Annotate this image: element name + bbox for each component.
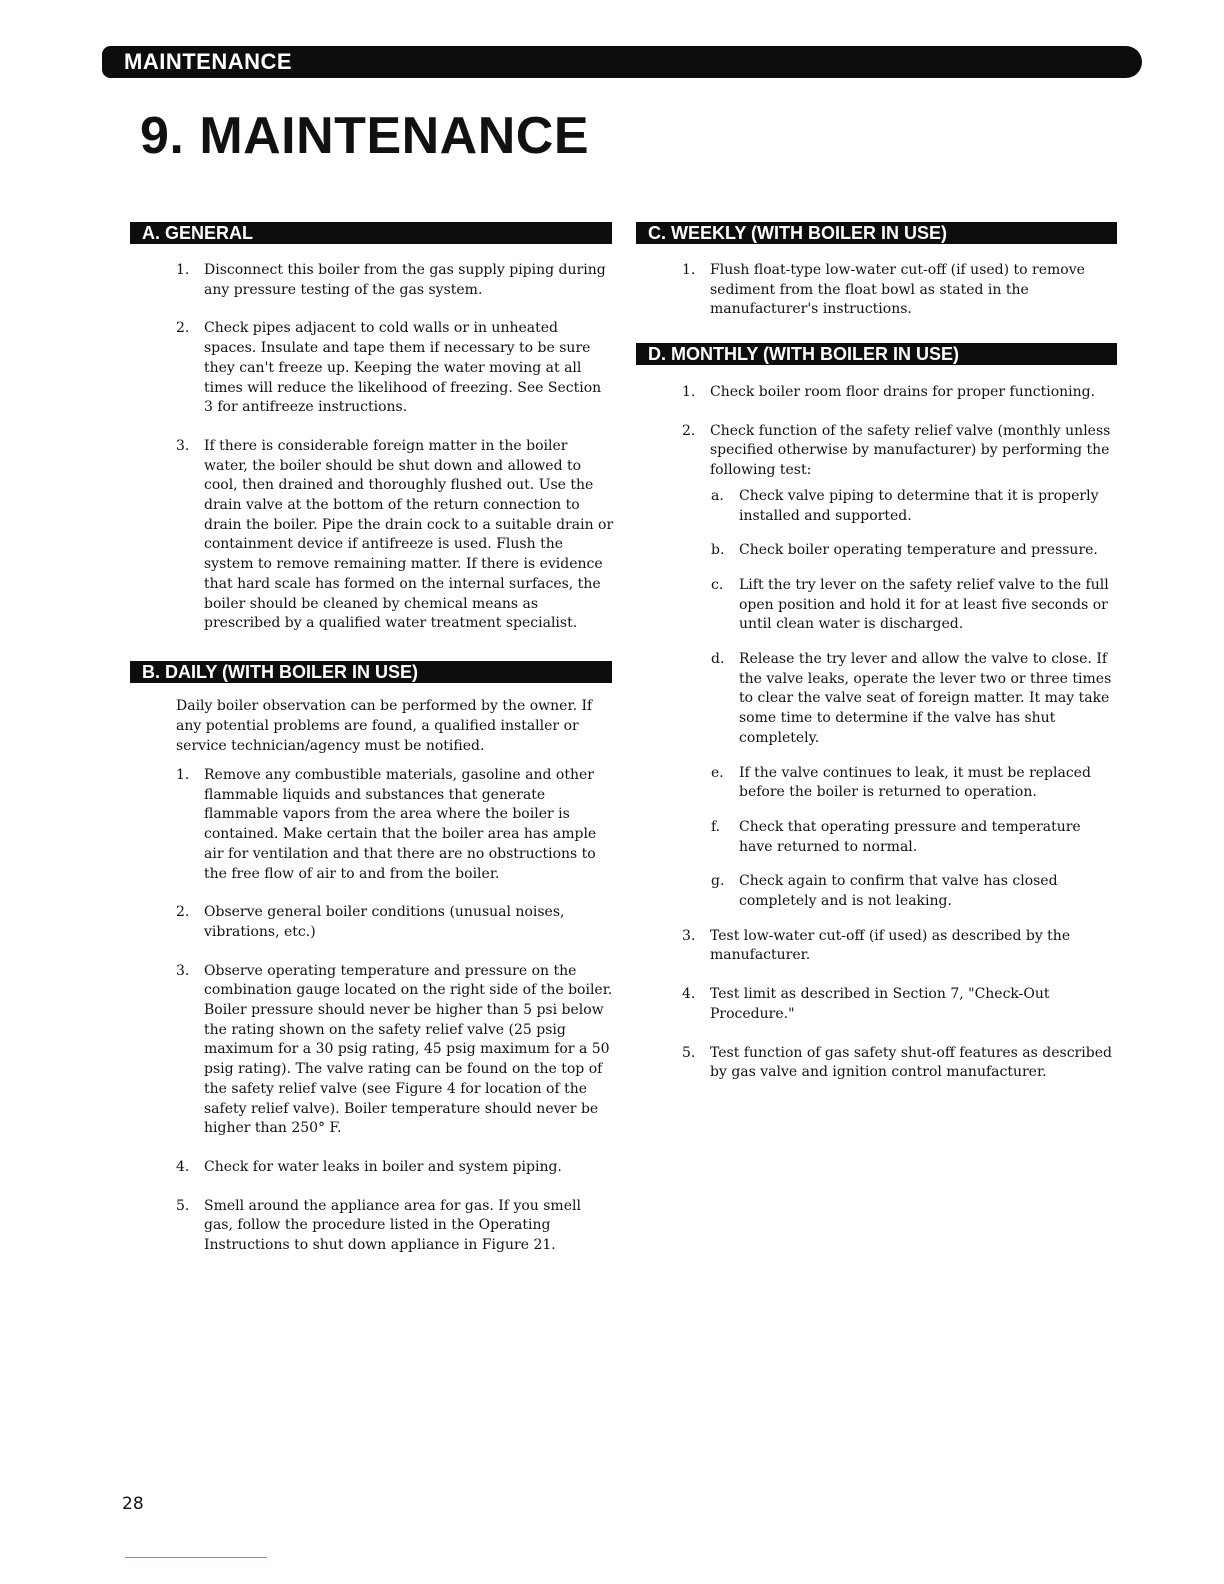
sub-item-text: Check boiler operating temperature and pressure. bbox=[739, 542, 1098, 559]
item-number: 2. bbox=[176, 320, 190, 337]
item-number: 1. bbox=[176, 262, 190, 278]
sub-item-text: Check valve piping to determine that it is properly installed and supported. bbox=[739, 487, 1099, 524]
item-text: Check function of the safety relief valve (monthly unless specified otherwise by manufacturer) by performing the following test: bbox=[710, 422, 1111, 479]
item-number: 5. bbox=[682, 1044, 696, 1061]
list-item bbox=[176, 962, 614, 1139]
item-text: Flush float-type low-water cut-off (if used) to remove sediment from the float bowl as stated in the manufacturer's instructions. bbox=[710, 262, 1085, 318]
page-number: 28 bbox=[122, 1494, 144, 1514]
list-item bbox=[682, 985, 1116, 1024]
sub-item-letter: a. bbox=[711, 487, 724, 504]
item-text: Test function of gas safety shut-off features as described by gas valve and ignition control manufacturer. bbox=[710, 1044, 1112, 1081]
item-number: 3. bbox=[176, 962, 190, 979]
item-number: 3. bbox=[176, 437, 190, 454]
section-b-list bbox=[176, 766, 614, 1256]
section-d-list bbox=[682, 383, 1116, 1083]
sub-item-letter: f. bbox=[711, 818, 721, 835]
section-d-heading bbox=[636, 343, 1117, 365]
list-item bbox=[682, 927, 1116, 966]
item-text: Check boiler room floor drains for proper functioning. bbox=[710, 384, 1096, 400]
item-text: Observe general boiler conditions (unusual noises, vibrations, etc.) bbox=[204, 904, 565, 940]
sub-item-text: If the valve continues to leak, it must be replaced before the boiler is returned to operation. bbox=[739, 764, 1091, 801]
item-number: 1. bbox=[682, 384, 696, 400]
sub-list-item bbox=[711, 487, 1117, 526]
item-text: Observe operating temperature and pressure on the combination gauge located on the right side of the boiler. Boiler pressure should never be higher than 5 psi below the rating shown on the safety relief valve (25 psig maximum for a 30 psig rating, 45 psig maximum for a 50 psig rating). The valve rating can be found on the top of the safety relief valve (see Figure 4 for location of the safety relief valve). Boiler temperature should never be higher than 250° F. bbox=[204, 962, 613, 1137]
list-item bbox=[176, 1197, 614, 1256]
item-text: Check pipes adjacent to cold walls or in unheated spaces. Insulate and tape them if necessary to be sure they can't freeze up. Keeping the water moving at all times will reduce the likelihood of freezing. See Section 3 for antifreeze instructions. bbox=[204, 320, 602, 416]
section-b-heading bbox=[130, 661, 612, 683]
sub-item-letter: e. bbox=[711, 764, 724, 781]
item-text: Check for water leaks in boiler and system piping. bbox=[204, 1158, 562, 1175]
item-text: Disconnect this boiler from the gas supply piping during any pressure testing of the gas system. bbox=[204, 262, 606, 298]
header-band-label: MAINTENANCE bbox=[124, 49, 293, 74]
item-text: Remove any combustible materials, gasoline and other flammable liquids and substances that generate flammable vapors from the area where the boiler is contained. Make certain that the boiler area has ample air for ventilation and that there are no obstructions to the free flow of air to and from the boiler. bbox=[204, 767, 597, 882]
list-item bbox=[176, 766, 614, 884]
item-text: Test limit as described in Section 7, "Check-Out Procedure." bbox=[710, 986, 1050, 1022]
sub-item-text: Release the try lever and allow the valve to close. If the valve leaks, operate the lever two or three times to clear the valve seat of foreign matter. It may take some time to determine if the valve has shut completely. bbox=[739, 651, 1112, 746]
section-d-sublist bbox=[711, 487, 1117, 912]
header-band bbox=[102, 46, 1142, 78]
sub-item-letter: b. bbox=[711, 542, 725, 559]
item-number: 4. bbox=[176, 1158, 190, 1175]
section-a-heading bbox=[130, 222, 612, 244]
item-text: Test low-water cut-off (if used) as described by the manufacturer. bbox=[710, 927, 1071, 964]
item-number: 3. bbox=[682, 927, 696, 944]
list-item bbox=[682, 1044, 1116, 1083]
list-item bbox=[176, 1158, 614, 1178]
section-a-heading-label: A. GENERAL bbox=[142, 223, 254, 243]
item-text: Smell around the appliance area for gas. If you smell gas, follow the procedure listed in the Operating Instructions to shut down appliance in Figure 21. bbox=[204, 1197, 581, 1254]
sub-item-text: Check again to confirm that valve has closed completely and is not leaking. bbox=[739, 873, 1058, 910]
section-c-heading bbox=[636, 222, 1117, 244]
sub-item-text: Check that operating pressure and temperature have returned to normal. bbox=[739, 818, 1081, 855]
sub-list-item bbox=[711, 764, 1117, 803]
sub-list-item bbox=[711, 818, 1117, 857]
item-number: 1. bbox=[682, 262, 696, 278]
sub-item-letter: c. bbox=[711, 576, 724, 593]
list-item bbox=[176, 437, 614, 634]
section-c-heading-label: C. WEEKLY (WITH BOILER IN USE) bbox=[648, 223, 948, 243]
item-number: 2. bbox=[176, 904, 190, 921]
item-number: 4. bbox=[682, 986, 696, 1003]
sub-list-item bbox=[711, 872, 1117, 911]
footer-rule bbox=[125, 1557, 267, 1558]
item-text: If there is considerable foreign matter in the boiler water, the boiler should be shut down and allowed to cool, then drained and thoroughly flushed out. Use the drain valve at the bottom of the return connection to drain the boiler. Pipe the drain cock to a suitable drain or containment device if antifreeze is used. Flush the system to remove remaining matter. If there is evidence that hard scale has formed on the internal surfaces, the boiler should be cleaned by chemical means as prescribed by a qualified water treatment specialist. bbox=[204, 437, 614, 632]
list-item bbox=[682, 261, 1116, 320]
page-title: 9. MAINTENANCE bbox=[140, 107, 590, 165]
section-a-list bbox=[176, 261, 614, 634]
list-item bbox=[682, 383, 1116, 403]
section-b-heading-label: B. DAILY (WITH BOILER IN USE) bbox=[142, 662, 419, 682]
sub-list-item bbox=[711, 541, 1117, 561]
sub-item-letter: g. bbox=[711, 873, 725, 890]
sub-list-item bbox=[711, 650, 1117, 749]
section-b-intro: Daily boiler observation can be performed by the owner. If any potential problems are found, a qualified installer or service technician/agency must be notified. bbox=[176, 698, 593, 754]
item-number: 5. bbox=[176, 1197, 190, 1214]
list-item bbox=[176, 319, 614, 418]
list-item bbox=[176, 903, 614, 942]
sub-item-letter: d. bbox=[711, 651, 725, 668]
sub-item-text: Lift the try lever on the safety relief valve to the full open position and hold it for at least five seconds or until clean water is discharged. bbox=[739, 576, 1109, 633]
item-number: 1. bbox=[176, 767, 190, 783]
item-number: 2. bbox=[682, 422, 696, 439]
section-d-heading-label: D. MONTHLY (WITH BOILER IN USE) bbox=[648, 344, 960, 364]
section-c-list bbox=[682, 261, 1116, 320]
list-item bbox=[682, 422, 1116, 912]
list-item bbox=[176, 261, 614, 300]
sub-list-item bbox=[711, 576, 1117, 635]
